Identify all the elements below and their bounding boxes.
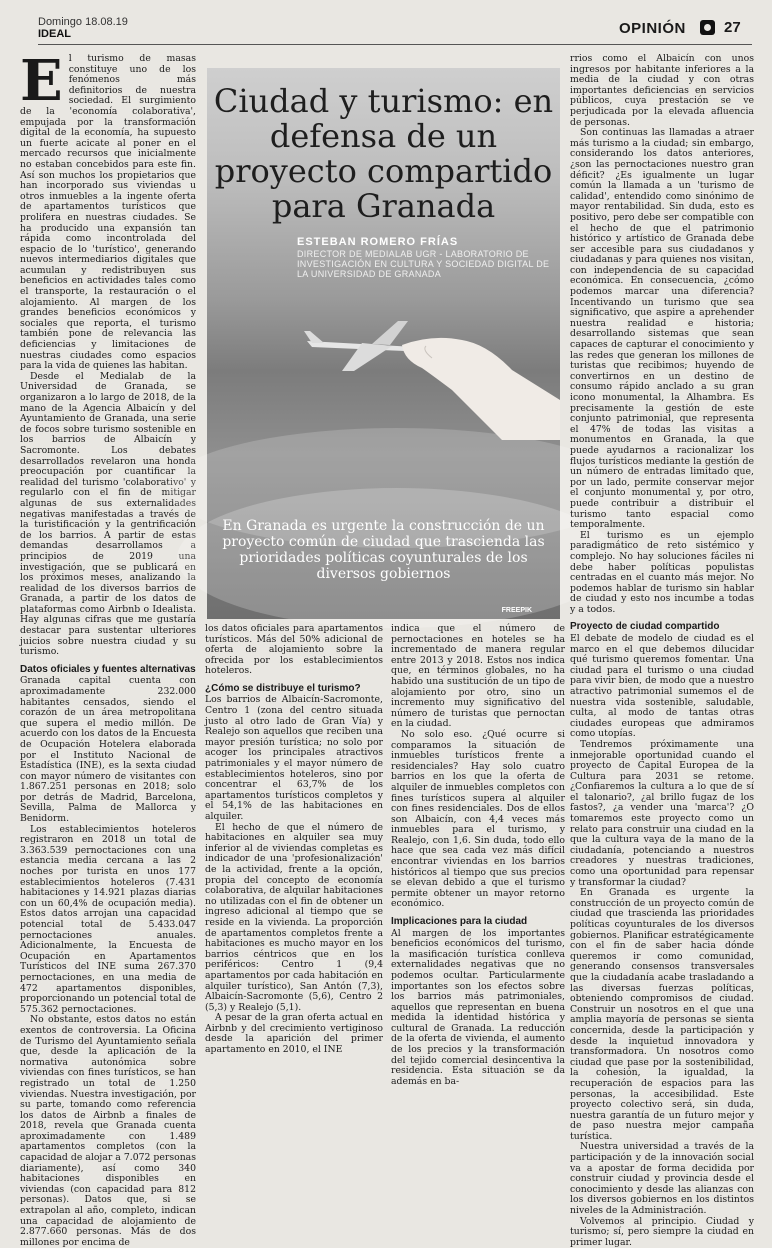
subheading: ¿Cómo se distribuye el turismo? <box>205 682 361 694</box>
paragraph: indica que el número de pernoctaciones en hoteles se ha incrementado de manera regular entre 2013 y 2018. Estos nos indica que, en términos globales, no ha habido una sustitución de un tipo de alojamiento por otro, sino un incremento muy significativo del número de turistas que pernoctan en la ciudad. <box>391 623 565 730</box>
paragraph: los datos oficiales para apartamentos turísticos. Más del 50% adicional de oferta de alojamiento sobre la ofrecida por los establecimientos hoteleros. <box>205 623 383 677</box>
section-name: OPINIÓN <box>619 20 686 37</box>
subheading: Datos oficiales y fuentes alternativas <box>20 663 196 675</box>
paragraph: El debate de modelo de ciudad es el marco en el que debemos dilucidar qué turismo queremos fomentar. Una ciudad para el turismo o una ciudad para vivir bien, de modo que a nuestro atractivo patrimonial sumemos el de nuestra vida sostenible, saludable, culta, al modo de tantas otras ciudades europeas que admiramos como utopías. <box>570 632 754 740</box>
feature-image <box>207 68 560 619</box>
paragraph: Volvemos al principio. Ciudad y turismo; sí, pero siempre la ciudad en primer lugar. <box>570 1215 754 1248</box>
paragraph: rrios como el Albaicín con unos ingresos por habitante inferiores a la media de la ciudad y con otras importantes deficiencias en servicios públicos, cuya prestación se ve perjudicada por la elevada afluencia de personas. <box>570 53 754 128</box>
column-3 <box>391 623 565 1087</box>
paragraph: El turismo de masas constituye uno de los fenómenos más definitorios de nuestra sociedad. El surgimiento de la 'economía colaborativa', empujada por la transformación digital de la economía, ha supuesto un fuerte acicate al poner en el mercado recursos que inicialmente no estaban concebidos para este fin. Así son muchos los propietarios que han incorporado sus viviendas u otros inmuebles a la ingente oferta de apartamentos turísticos que prolifera en nuestras ciudades. Se ha producido una expansión tan rápida como incontrolada del espacio de lo 'turístico', generando nuevos intermediarios digitales que acumulan y redistribuyen sus beneficios en actividades tales como el transporte, la restauración o el alojamiento. Al margen de los grandes beneficios económicos y sociales que reporta, el turismo también pone de relevancia las deficiencias y limitaciones de nuestras ciudades como espacios para la vida de quienes las habitan. <box>20 48 196 372</box>
subheading: Proyecto de ciudad compartido <box>570 621 720 633</box>
page-number: 27 <box>724 19 741 36</box>
article-title: Ciudad y turismo: en defensa de un proyecto compartido para Granada <box>213 82 554 225</box>
paragraph: Granada capital cuenta con aproximadamente 232.000 habitantes censados, siendo el corazón de un área metropolitana que supera el medio millón. De acuerdo con los datos de la Encuesta de Ocupación Hotelera elaborada por el Instituto Nacional de Estadística (INE), es la sexta ciudad con mayor número de visitantes con 1.867.251 personas en 2018; solo por detrás de Madrid, Barcelona, Sevilla, Palma de Mallorca y Benidorm. <box>20 675 196 825</box>
subheading: Implicaciones para la ciudad <box>391 916 528 928</box>
lead-quote: En Granada es urgente la construcción de un proyecto común de ciudad que trascienda las prioridades políticas coyunturales de los diversos gobiernos <box>222 518 545 582</box>
paragraph: El hecho de que el número de habitaciones en alquiler sea muy inferior al de viviendas completas es indicador de una 'profesionalización' de la actividad, frente a la opción, propia del concepto de economía colaborativa, de alquilar habitaciones no utilizadas con el fin de obtener un ingreso adicional al tiempo que se reside en la vivienda. La proporción de apartamentos completos frente a habitaciones es mucho mayor en los barrios céntricos que en los periféricos: Centro 1 (9,4 apartamentos por cada habitación en alquiler turístico), San Antón (7,3), Albaicín-Sacromonte (5,6), Centro 2 (5,3) y Realejo (5,1). <box>205 821 383 1013</box>
column-2 <box>205 623 383 1056</box>
author-name: ESTEBAN ROMERO FRÍAS <box>297 236 459 248</box>
paragraph: A pesar de la gran oferta actual en Airbnb y del crecimiento vertiginoso desde la aparición del primer apartamento en 2010, el INE <box>205 1012 383 1056</box>
publication-name: IDEAL <box>38 28 71 40</box>
paragraph: No solo eso. ¿Qué ocurre si comparamos la situación de inmuebles turísticos frente a residenciales? Hay solo cuatro barrios en los que la oferta de alquiler de inmuebles completos con fines turísticos supera al alquiler con fines residenciales. Dos de ellos son Albaicín, con 4,4 veces más inmuebles para el turismo, y Realejo, con 1,6. Sin duda, todo ello hace que sea cada vez más difícil encontrar viviendas en los barrios históricos al tiempo que sus precios se elevan debido a que el turismo permite obtener un mayor retorno económico. <box>391 728 565 910</box>
paragraph: No obstante, estos datos no están exentos de controversia. La Oficina de Turismo del Ayuntamiento señala que, desde la aplicación de la normativa autonómica sobre viviendas con fines turísticos, se han registrado un total de 1.250 viviendas. Nuestra investigación, por su parte, tomando como referencia los datos de Airbnb a finales de 2018, revela que Granada cuenta aproximadamente con 1.489 apartamentos completos (con la capacidad de alojar a 7.072 personas diariamente), así como 340 habitaciones disponibles en viviendas (con capacidad para 812 personas). Datos que, si se extrapolan al año, completo, indican una capacidad de alojamiento de 2.877.660 personas. Más de dos millones por encima de <box>20 1014 196 1248</box>
paragraph: Los establecimientos hoteleros registraron en 2018 un total de 3.363.539 pernoctaciones con una estancia media cercana a las 2 noches por turista en unos 177 establecimientos hoteleros (7.431 habitaciones y 14.921 plazas diarias con un 60,4% de ocupación media). Estos datos arrojan una capacidad potencial total de 5.433.047 pernoctaciones anuales. Adicionalmente, la Encuesta de Ocupación en Apartamentos Turísticos del INE suma 267.370 pernoctaciones, en una media de 472 apartamentos disponibles, proporcionando un potencial total de 575.362 pernoctaciones. <box>20 823 196 1015</box>
paragraph: Los barrios de Albaicín-Sacromonte, Centro 1 (zona del centro situada justo al otro lado de Gran Vía) y Realejo son aquellos que reciben una mayor presión turística; no solo por acoger los principales atractivos patrimoniales y el mayor número de establecimientos hoteleros, sino por concentrar el 63,7% de los apartamentos turísticos completos y el 54,1% de las habitaciones en alquiler. <box>205 694 383 822</box>
column-1 <box>20 48 196 1248</box>
photo-credit: FREEPIK <box>501 607 532 614</box>
paragraph: El turismo es un ejemplo paradigmático de reto sistémico y complejo. No hay soluciones fáciles ni debe haber políticas populistas centradas en el cuanto más mejor. No podemos hablar de turismo sin hablar de ciudad y esto nos incumbe a todas y a todos. <box>570 529 754 615</box>
issue-date: Domingo 18.08.19 <box>38 16 128 28</box>
column-4 <box>570 53 754 1248</box>
paragraph: Son continuas las llamadas a atraer más turismo a la ciudad; sin embargo, considerando los datos anteriores, ¿son las pernoctaciones nuestro gran déficit? ¿Es igualmente un lugar común la llamada a un 'turismo de calidad', entendido como sinónimo de mayor rentabilidad. Sin duda, esto es positivo, pero debe ser compatible con el hecho de que el patrimonio histórico y artístico de Granada debe ser accesible para sus ciudadanos y ciudadanas y para quienes nos visitan, con independencia de su capacidad económica. En consecuencia, ¿cómo podemos marcar una diferencia? Incentivando un turismo que sea significativo, que aspire a aprehender nuestra realidad e historia; desarrollando sistemas que sean capaces de capturar el conocimiento y las redes que generan los millones de turistas que recibimos; huyendo de convertirnos en un destino de consumo rápido anclado a su gran icono monumental, la Alhambra. Es precisamente la gestión de este conjunto patrimonial, que representa el 47% de todas las visitas a monumentos en Granada, la que puede ayudarnos a racionalizar los flujos turísticos mediante la gestión de un número de entradas limitado que, por un lado, permite conservar mejor el conjunto monumental y, por otro, puede contribuir a distribuir el turismo tanto espacial como temporalmente. <box>570 127 754 531</box>
paragraph: Nuestra universidad a través de la participación y de la innovación social va a apostar de forma decidida por construir ciudad y provincia desde el conocimiento y desde las alianzas con los diversos gobiernos en los distintos niveles de la Administración. <box>570 1141 754 1217</box>
paragraph: Tendremos próximamente una inmejorable oportunidad cuando el proyecto de Capital Europea de la Cultura para 2031 se retome. ¿Confiaremos la cultura a lo que de sí el talonario?, ¿al brillo fugaz de los fastos?, ¿a vender una 'marca'? ¿O tomaremos este proyecto como un relato para construir una ciudad en la que la cultura vaya de la mano de la ciudadanía, potenciando a nuestros creadores y nuestras tradiciones, como una oportunidad para repensar y transformar la ciudad? <box>570 738 754 888</box>
drop-cap: E <box>20 48 63 114</box>
section-logo-icon <box>700 20 715 35</box>
hand-icon <box>392 320 560 440</box>
paragraph: En Granada es urgente la construcción de un proyecto común de ciudad que trascienda las prioridades políticas coyunturales de los diversos gobiernos. Planificar estratégicamente con el fin de saber hacia dónde queremos ir como comunidad, generando consensos transversales que la ciudadanía acabe trasladando a las diversas fuerzas políticas, obteniendo compromisos de ciudad. Construir un nosotros en el que una amplia mayoría de personas se sienta concernida, desde la participación y desde la inquietud innovadora y transformadora. Un nosotros como ciudad que pase por la sostenibilidad, la cohesión, la igualdad, la recuperación de espacios para las personas, la accesibilidad. Este proyecto colectivo será, sin duda, nuestra garantía de un futuro mejor y de paso nuestra mejor campaña turística. <box>570 887 754 1142</box>
author-role: DIRECTOR DE MEDIALAB UGR - LABORATORIO DE INVESTIGACIÓN EN CULTURA Y SOCIEDAD DIGITAL DE LA UNIVERSIDAD DE GRANADA <box>297 249 550 279</box>
paragraph: Desde el Medialab de la Universidad de Granada, se organizaron a lo largo de 2018, de la mano de la Agencia Albaicín y del Ayuntamiento de Granada, una serie de focos sobre turismo sostenible en los barrios de Albaicín y Sacromonte. Los debates desarrollados revelaron una honda preocupación por cuantificar la realidad del turismo 'colaborativo' y regularlo con el fin de mitigar algunas de sus externalidades negativas manifestadas a través de la turistificación y la gentrificación de los barrios. A partir de estas demandas desarrollamos a principios de 2019 una investigación, que se publicará en los próximos meses, analizando la realidad de los diversos barrios de Granada, a partir de los datos de plataformas como Airbnb o Idealista. Hay algunas cifras que me gustaría destacar para sustentar ulteriores juicios sobre nuestra ciudad y su turismo. <box>20 370 196 658</box>
header-divider <box>38 44 752 45</box>
paragraph: Al margen de los importantes beneficios económicos del turismo, la masificación turística conlleva externalidades negativas que no podemos ocultar. Particularmente importantes son los efectos sobre los barrios más patrimoniales, aquellos que representan en buena medida la identidad histórica y cultural de Granada. La reducción de la oferta de vivienda, el aumento de los precios y la transformación del tejido comercial desincentiva la residencia. Esta situación se da además en ba- <box>391 927 565 1087</box>
